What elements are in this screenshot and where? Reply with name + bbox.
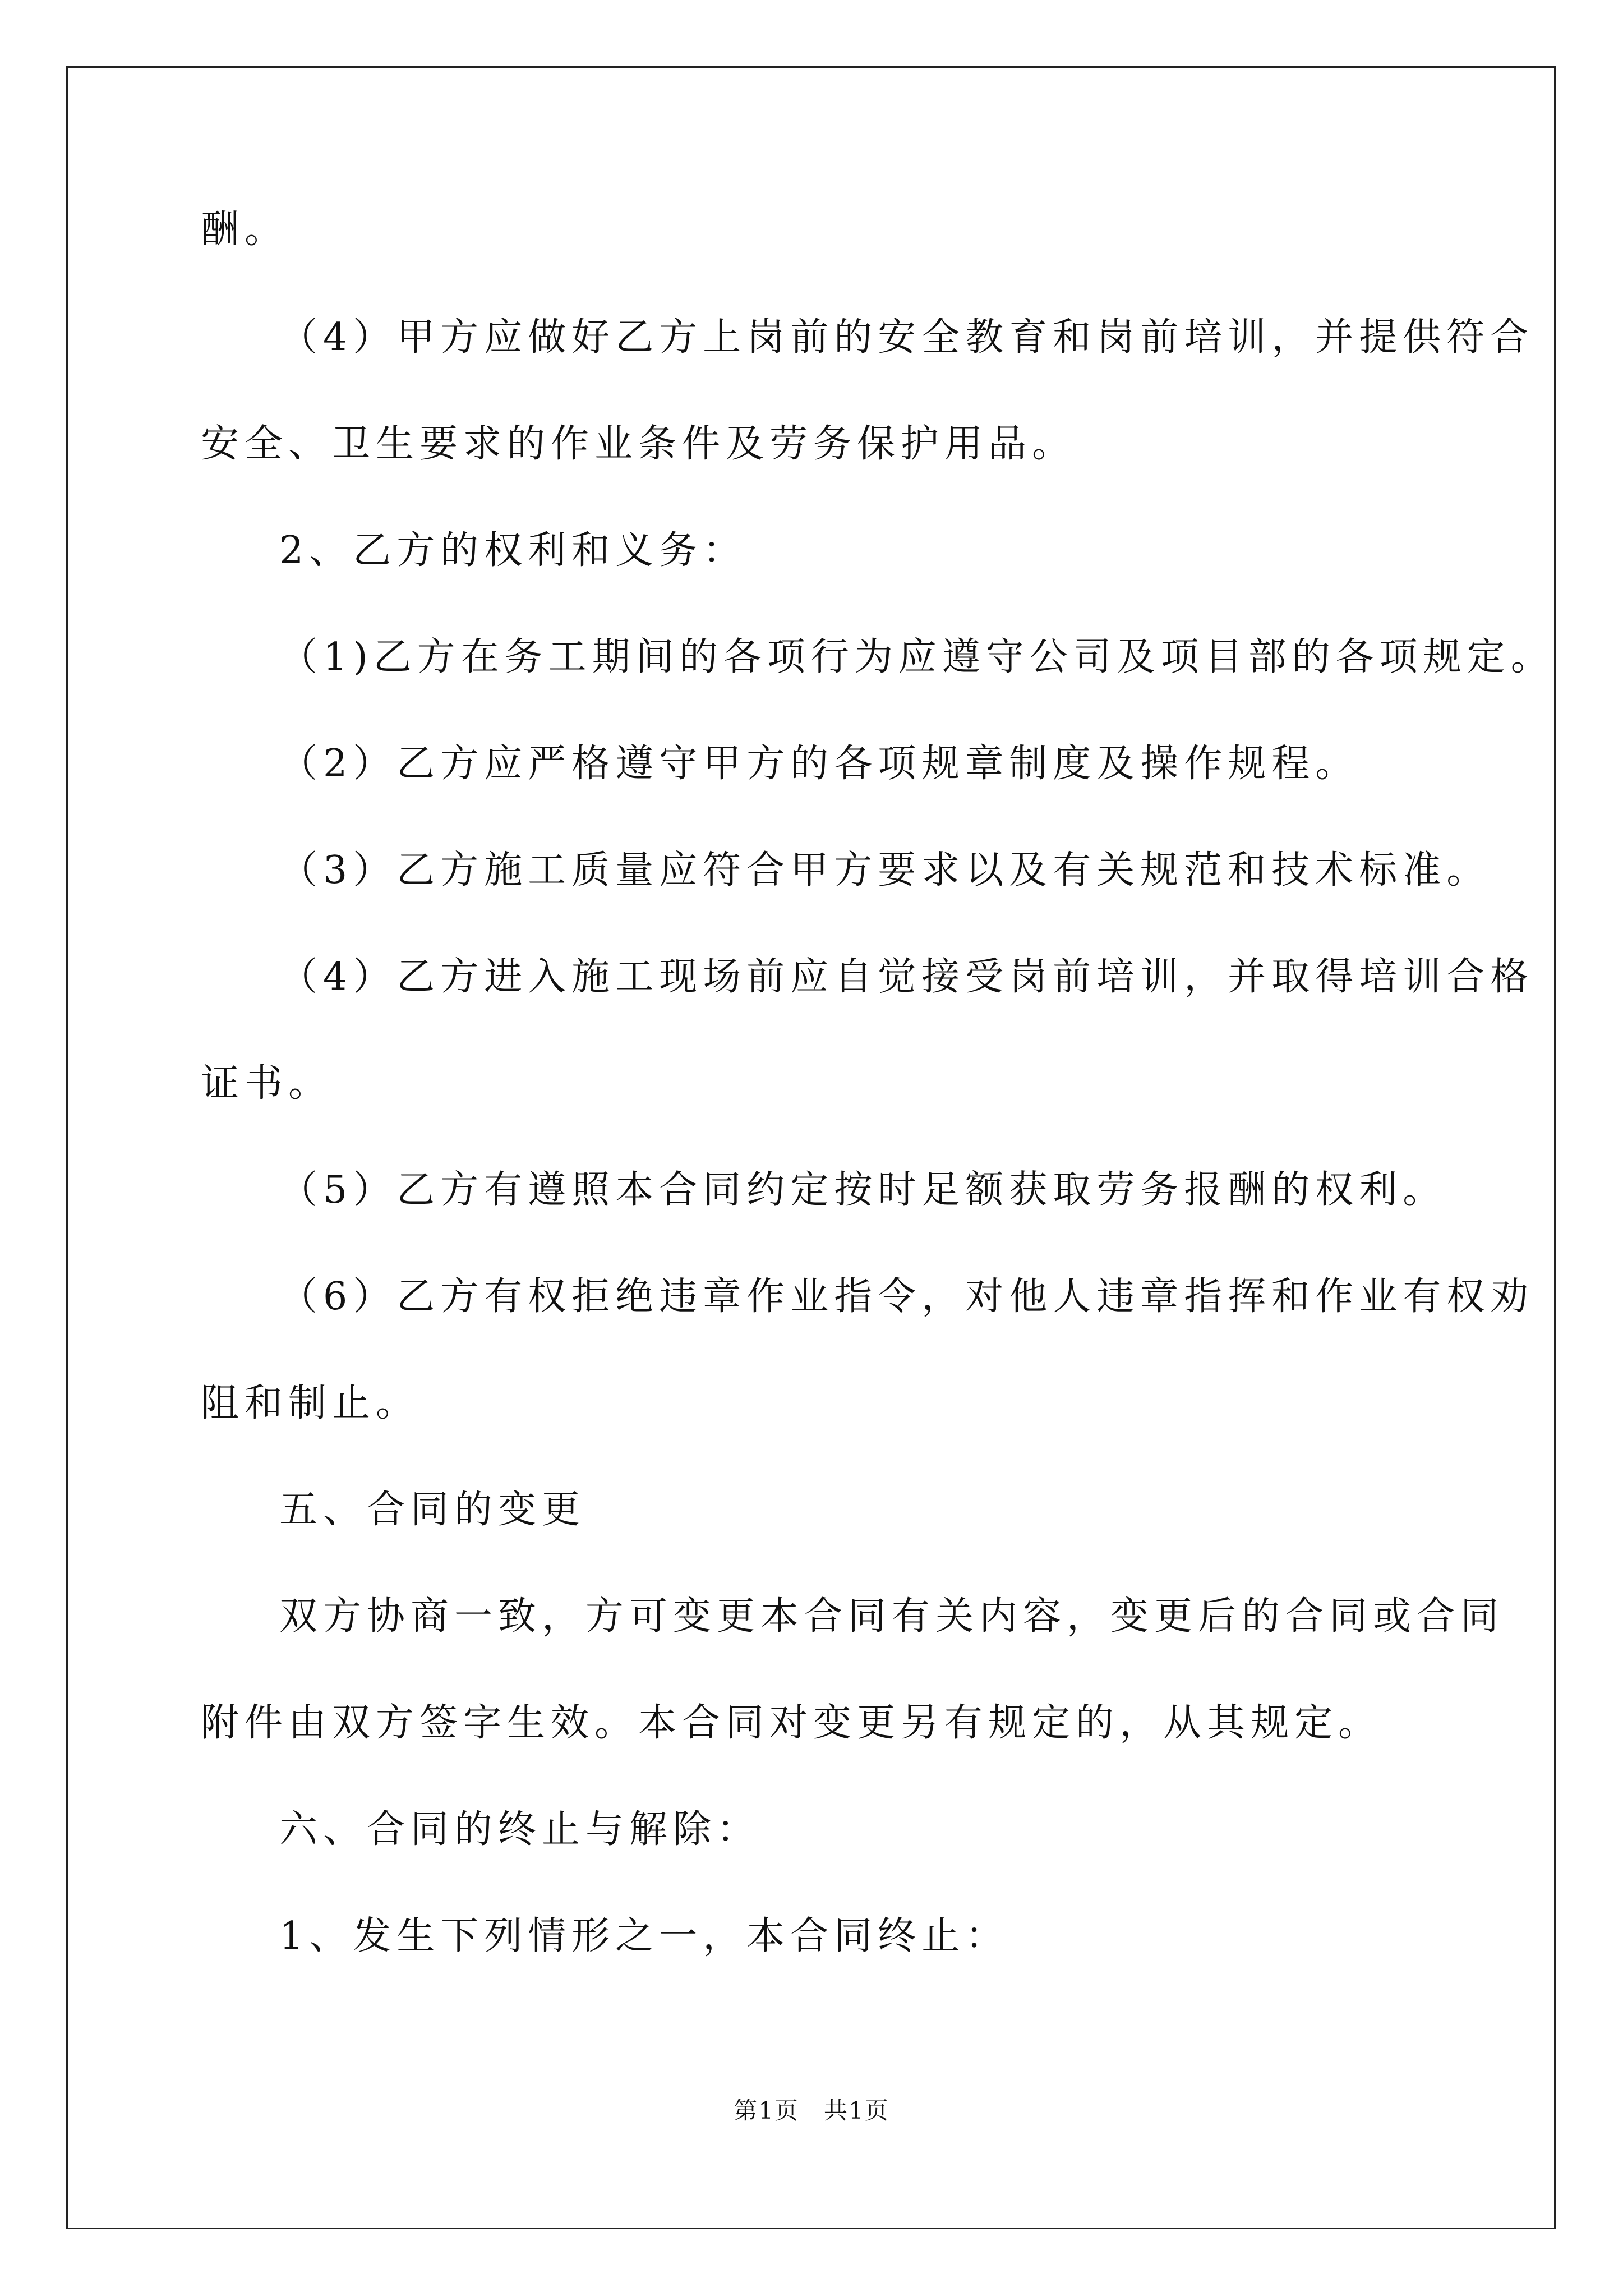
paragraph-line: （3）乙方施工质量应符合甲方要求以及有关规范和技术标准。 xyxy=(279,848,1491,892)
paragraph-line: 附件由双方签字生效。本合同对变更另有规定的，从其规定。 xyxy=(201,1701,1382,1745)
paragraph-line: （2）乙方应严格遵守甲方的各项规章制度及操作规程。 xyxy=(279,742,1359,786)
paragraph-line: 双方协商一致，方可变更本合同有关内容，变更后的合同或合同 xyxy=(279,1594,1505,1639)
paragraph-line: 证书。 xyxy=(201,1061,333,1106)
paragraph-line: 1、发生下列情形之一，本合同终止： xyxy=(279,1914,1009,1958)
section-heading: 五、合同的变更 xyxy=(279,1488,586,1532)
paragraph-line: 阻和制止。 xyxy=(201,1381,420,1425)
paragraph-line: （6）乙方有权拒绝违章作业指令，对他人违章指挥和作业有权劝 xyxy=(279,1274,1534,1319)
paragraph-line: 酬。 xyxy=(201,208,289,252)
paragraph-line: 2、乙方的权利和义务： xyxy=(279,528,747,573)
section-heading: 六、合同的终止与解除： xyxy=(279,1807,761,1852)
paragraph-line: （1)乙方在务工期间的各项行为应遵守公司及项目部的各项规定。 xyxy=(279,635,1555,679)
paragraph-line: （5）乙方有遵照本合同约定按时足额获取劳务报酬的权利。 xyxy=(279,1168,1447,1212)
paragraph-line: （4）乙方进入施工现场前应自觉接受岗前培训，并取得培训合格 xyxy=(279,955,1534,999)
page-footer: 第1页 共1页 xyxy=(734,2097,889,2124)
paragraph-line: 安全、卫生要求的作业条件及劳务保护用品。 xyxy=(201,422,1076,466)
page-border xyxy=(66,66,1556,2229)
paragraph-line: （4）甲方应做好乙方上岗前的安全教育和岗前培训，并提供符合 xyxy=(279,315,1534,360)
